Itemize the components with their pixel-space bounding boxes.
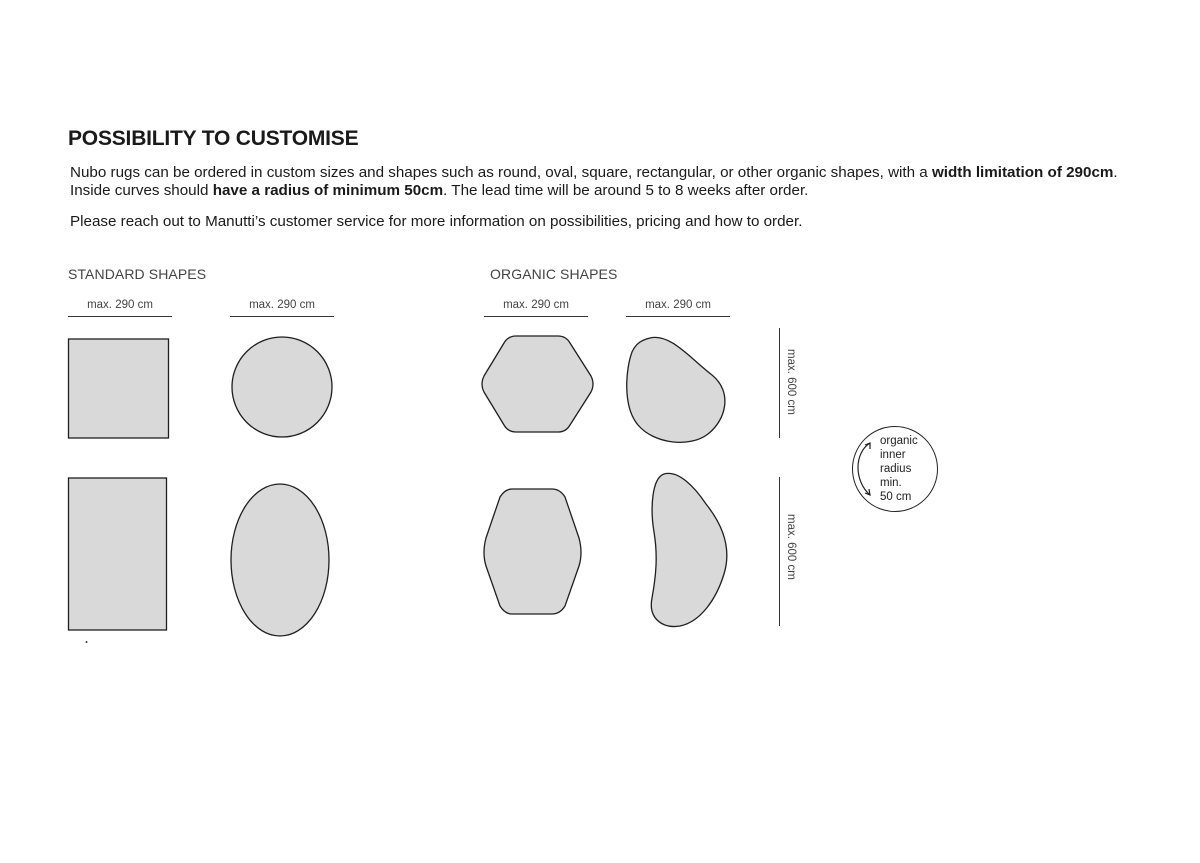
round-shape bbox=[232, 337, 332, 437]
dimension-label: max. 290 cm bbox=[503, 299, 569, 311]
intro-text: Nubo rugs can be ordered in custom sizes and shapes such as round, oval, square, rectangular, or other organic shapes, with a bbox=[70, 164, 932, 181]
intro-text: . bbox=[1113, 164, 1118, 181]
contact-paragraph: Please reach out to Manutti’s customer service for more information on possibilities, pricing and how to order. bbox=[70, 213, 803, 230]
oval-shape bbox=[231, 484, 329, 636]
inner-radius-line: min. bbox=[880, 477, 902, 489]
organic-tall-hexagon-shape bbox=[484, 489, 581, 614]
inner-radius-text bbox=[880, 434, 936, 504]
page-title: POSSIBILITY TO CUSTOMISE bbox=[68, 127, 359, 150]
organic-shapes-label: ORGANIC SHAPES bbox=[490, 266, 618, 282]
height-dimension-label: max. 600 cm bbox=[785, 514, 797, 580]
intro-highlight-width: width limitation of 290cm bbox=[931, 164, 1114, 181]
square-shape bbox=[69, 339, 169, 438]
intro-text: Inside curves should bbox=[70, 182, 213, 199]
rectangular-shape bbox=[69, 478, 167, 630]
inner-radius-line: inner bbox=[880, 449, 906, 461]
inner-radius-line: radius bbox=[880, 463, 912, 475]
dimension-label: max. 290 cm bbox=[645, 299, 711, 311]
intro-text: . The lead time will be around 5 to 8 weeks after order. bbox=[443, 182, 809, 199]
stray-dot bbox=[86, 641, 88, 643]
inner-radius-line: 50 cm bbox=[880, 491, 912, 503]
organic-blob-shape bbox=[627, 337, 725, 442]
dimension-label: max. 290 cm bbox=[249, 299, 315, 311]
inner-radius-badge bbox=[852, 426, 938, 512]
standard-shapes-label: STANDARD SHAPES bbox=[68, 266, 207, 282]
dimension-label: max. 290 cm bbox=[87, 299, 153, 311]
organic-hexagon-shape bbox=[482, 336, 593, 432]
inner-radius-line: organic bbox=[880, 435, 918, 447]
height-dimension-label: max. 600 cm bbox=[785, 349, 797, 415]
organic-kidney-shape bbox=[651, 473, 727, 626]
intro-highlight-radius: have a radius of minimum 50cm bbox=[212, 182, 444, 199]
